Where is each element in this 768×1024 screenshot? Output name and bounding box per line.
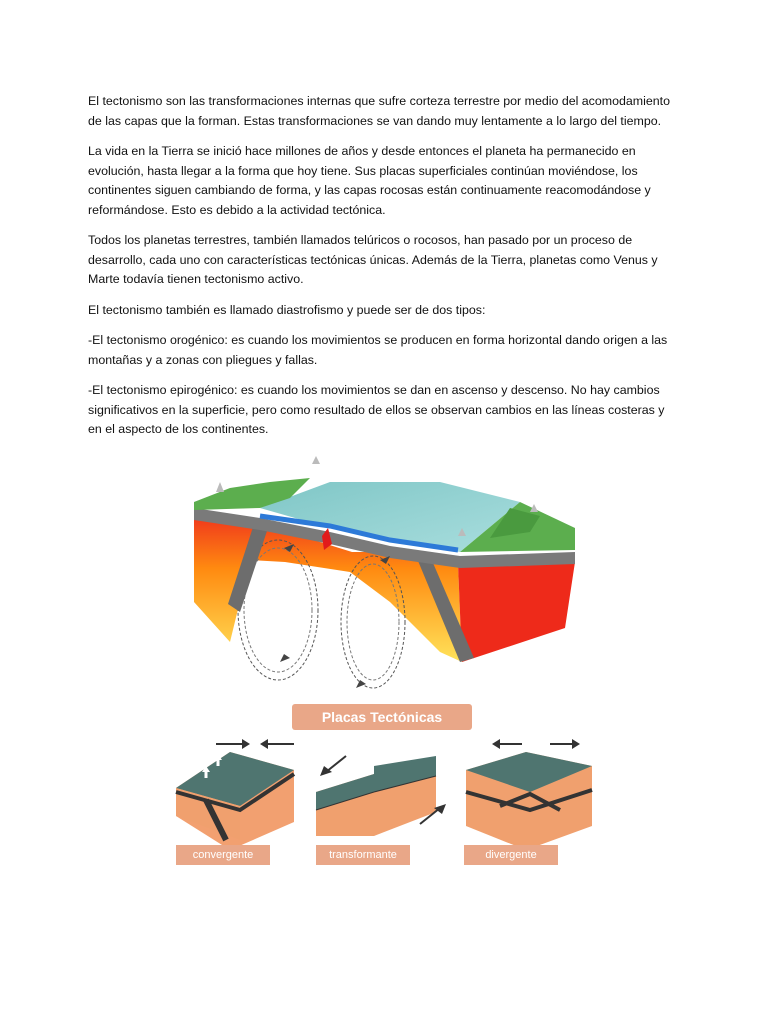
transform-block — [316, 756, 436, 836]
paragraph-history: La vida en la Tierra se inició hace millones de años y desde entonces el planeta ha permanecido en evolución, hasta llegar a la forma que hoy tiene. Sus placas superficiales continúan moviéndose, los continentes siguen cambiando de forma, y las capas rocosas están continuamente reacomodándose y reformándose. Esto es debido a la actividad tectónica. — [88, 144, 651, 217]
divergent-block — [466, 752, 592, 850]
convergent-block — [176, 752, 294, 850]
divergent-arrows — [492, 739, 580, 749]
plates-title: Placas Tectónicas — [292, 704, 472, 730]
flow-arrow-icon — [356, 680, 366, 688]
tectonic-cross-section-illustration — [190, 452, 590, 700]
flow-arrow-icon — [280, 654, 290, 662]
paragraph-types: El tectonismo también es llamado diastrofismo y puede ser de dos tipos: — [88, 302, 486, 317]
paragraph-epirogenic: -El tectonismo epirogénico: es cuando los movimientos se dan en ascenso y descenso. No hay cambios significativos en la superficie, pero como resultado de ellos se observan cambios en las líneas costeras y en el aspecto de los continentes. — [88, 383, 665, 436]
paragraph-planets: Todos los planetas terrestres, también llamados telúricos o rocosos, han pasado por un proceso de desarrollo, cada uno con características tectónicas únicas. Además de la Tierra, planetas como Venus y Marte todavía tienen tectonismo activo. — [88, 233, 658, 286]
paragraph-orogenic: -El tectonismo orogénico: es cuando los movimientos se producen en forma horizontal dando origen a las montañas y a zonas con pliegues y fallas. — [88, 333, 668, 367]
document-body — [88, 92, 680, 451]
paragraph-intro: El tectonismo son las transformaciones internas que sufre corteza terrestre por medio del acomodamiento de las capas que la forman. Estas transformaciones se van dando muy lentamente a lo largo del tiempo. — [88, 94, 670, 128]
label-transform: transformante — [316, 845, 410, 865]
mantle-side — [458, 562, 575, 662]
label-convergent: convergente — [176, 845, 270, 865]
volcano-left — [216, 482, 224, 492]
volcano-top — [312, 456, 320, 464]
convergent-arrows — [216, 739, 294, 749]
label-divergent: divergente — [464, 845, 558, 865]
